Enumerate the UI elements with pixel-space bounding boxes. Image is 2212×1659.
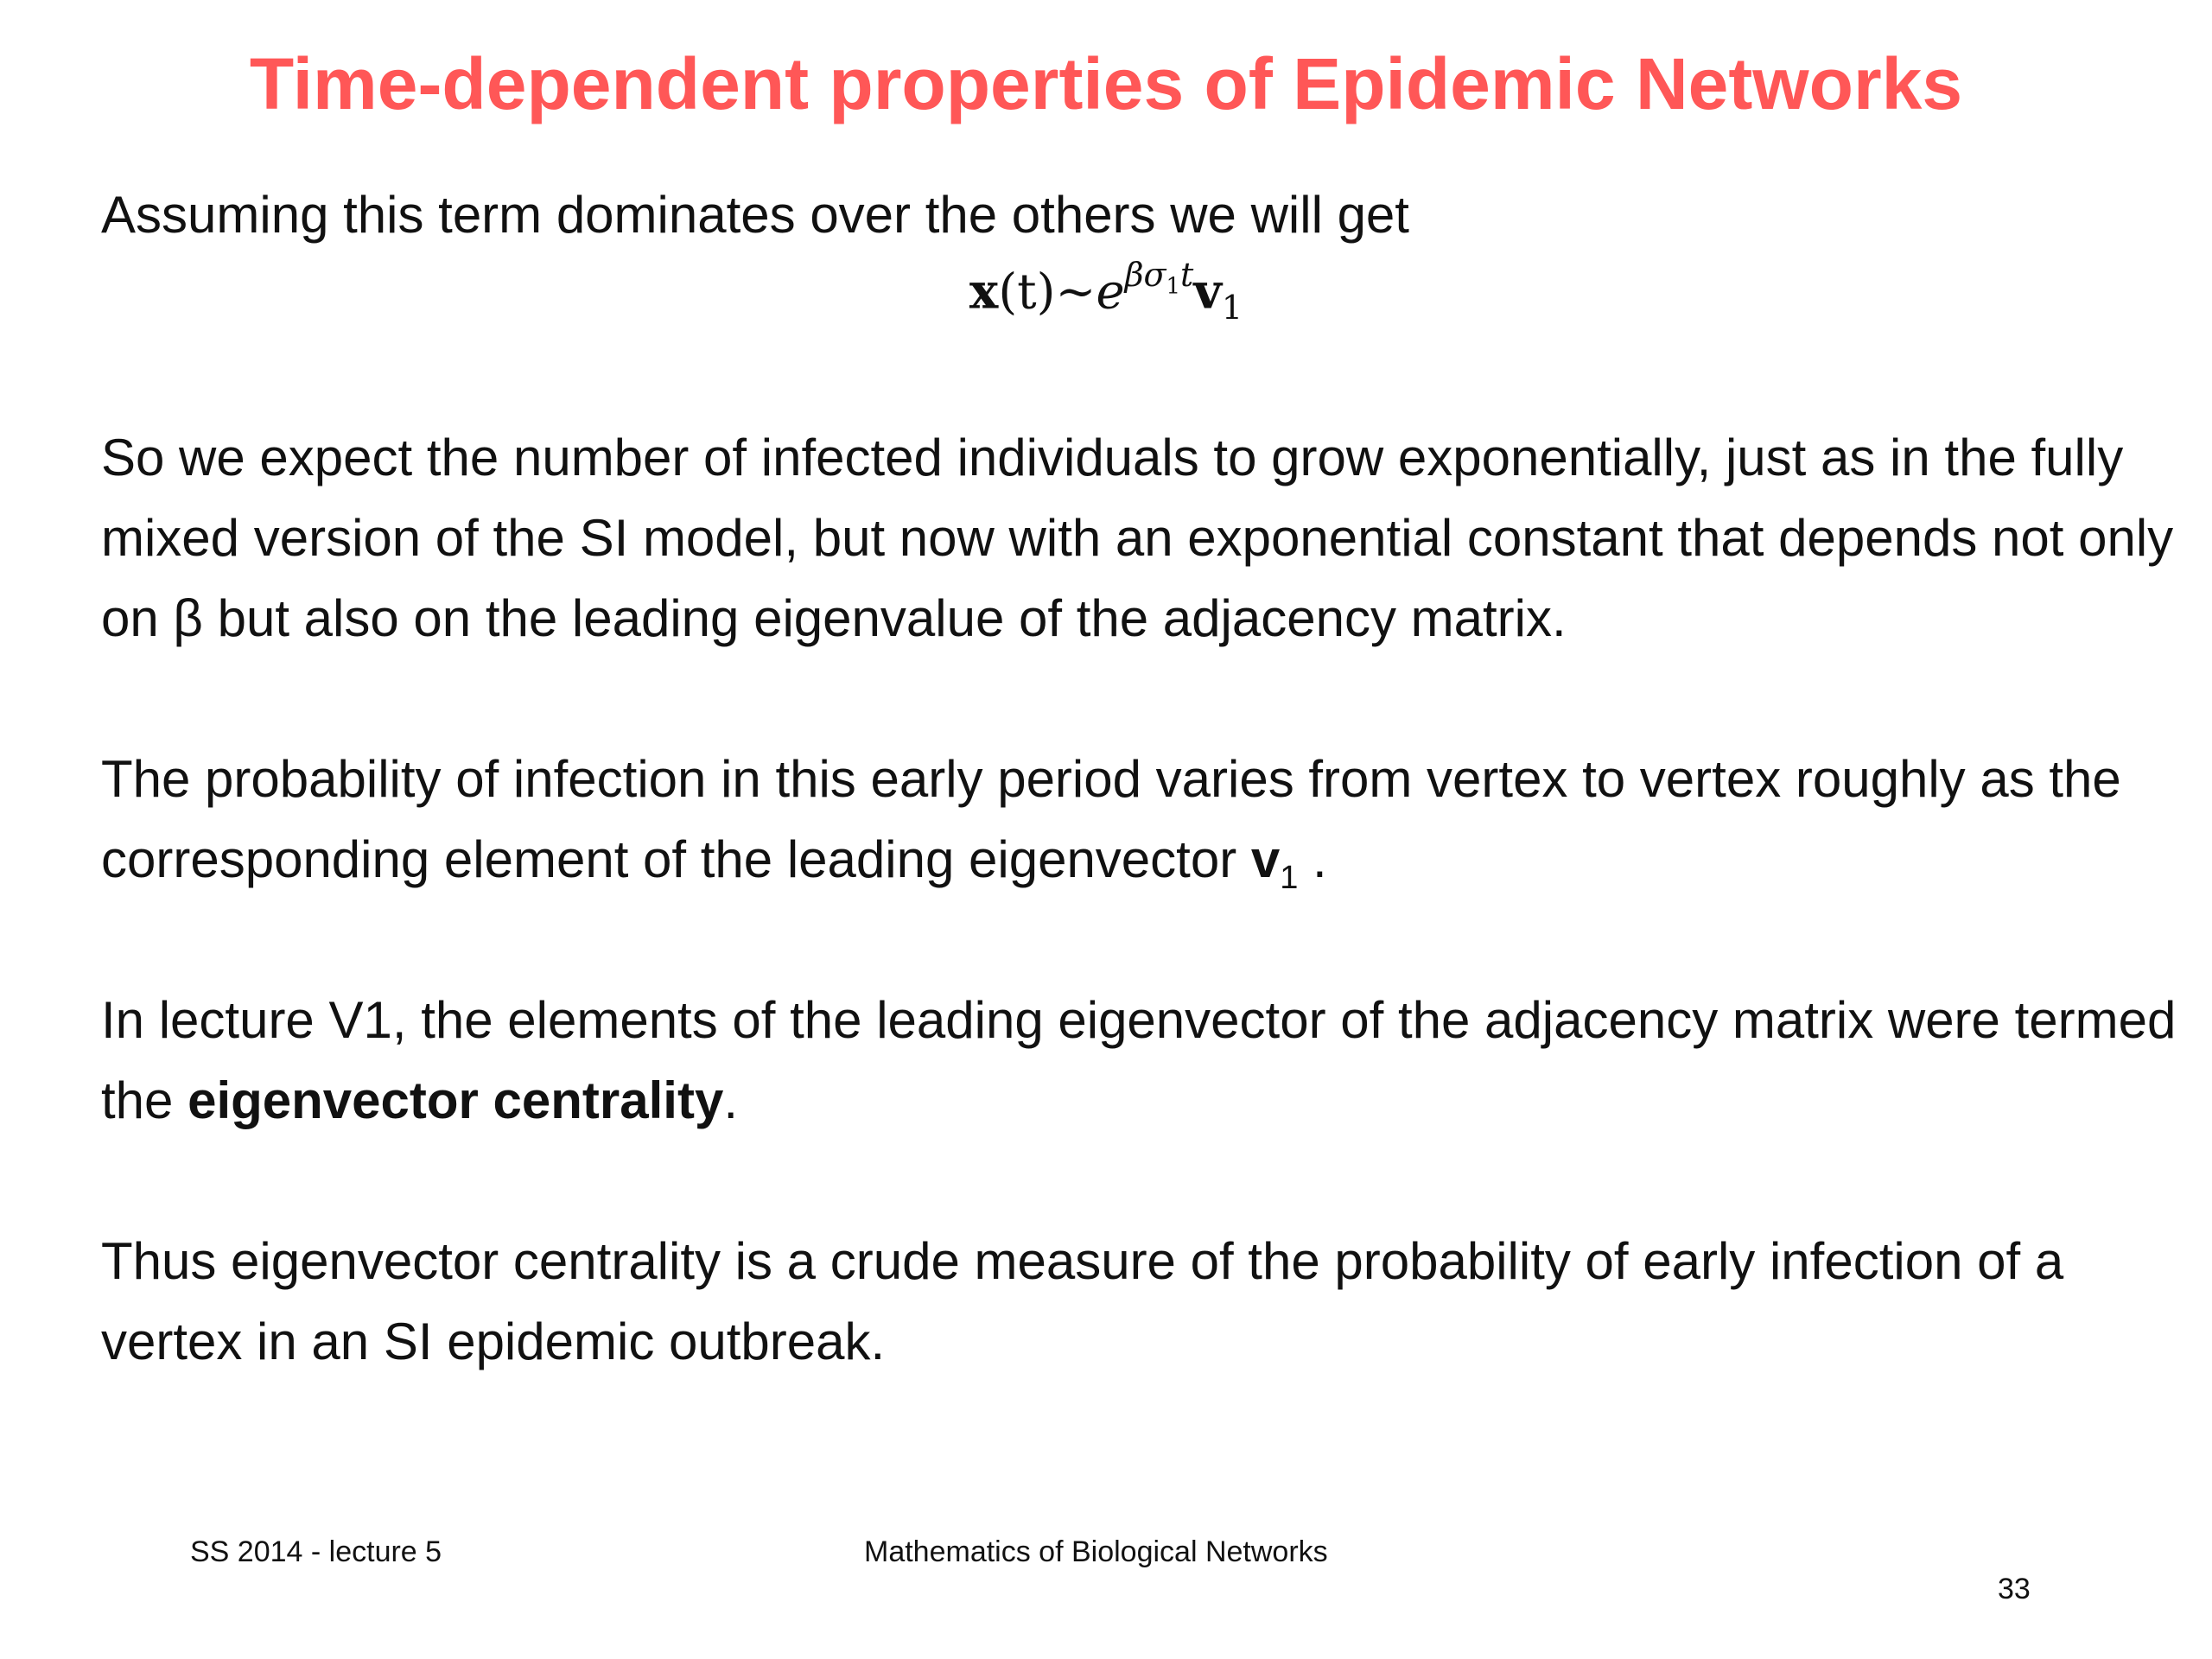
footer-course: SS 2014 - lecture 5 <box>190 1535 442 1568</box>
paragraph-lecture <box>101 980 2192 1141</box>
equation-vector: v <box>1193 263 1222 321</box>
paragraph-conclusion: Thus eigenvector centrality is a crude measure of the probability of early infection of a vertex in an SI epidemic outbreak. <box>101 1232 2064 1370</box>
equation <box>0 256 2212 327</box>
paragraph-probability <box>101 739 2192 918</box>
probability-text: The probability of infection in this early period varies from vertex to vertex roughly as the corresponding element of the leading eigenvector <box>101 750 2121 888</box>
intro-text: Assuming this term dominates over the others we will get <box>101 186 1409 244</box>
lecture-end: . <box>723 1071 738 1129</box>
probability-vector-sub: 1 <box>1280 860 1299 896</box>
equation-vector-sub: 1 <box>1221 288 1243 327</box>
probability-end: . <box>1298 830 1327 888</box>
page-number: 33 <box>1998 1573 2031 1605</box>
equation-base: e <box>1096 264 1125 321</box>
paragraph-growth: So we expect the number of infected individuals to grow exponentially, just as in the fully mixed version of the SI model, but now with an exponential constant that depends not only on β but also on the leading eigenvalue of the adjacency matrix. <box>101 429 2174 647</box>
lecture-bold-term: eigenvector centrality <box>188 1071 724 1129</box>
footer-title: Mathematics of Biological Networks <box>864 1535 1328 1568</box>
equation-sim: ~ <box>1055 264 1096 321</box>
probability-vector-symbol: v <box>1250 830 1281 888</box>
exponent-sigma-sub: 1 <box>1166 273 1181 300</box>
exponent-sigma: σ <box>1143 256 1166 294</box>
lecture-text: In lecture V1, the elements of the leading eigenvector of the adjacency matrix were termed the <box>101 991 2177 1129</box>
exponent-t: t <box>1180 256 1194 294</box>
equation-x: x <box>969 263 999 321</box>
probability-vector <box>1250 830 1299 896</box>
equation-exponent <box>1124 256 1194 300</box>
slide-title: Time-dependent properties of Epidemic Networks <box>249 43 1963 124</box>
equation-arg: (t) <box>998 264 1056 321</box>
exponent-beta: β <box>1124 256 1144 294</box>
